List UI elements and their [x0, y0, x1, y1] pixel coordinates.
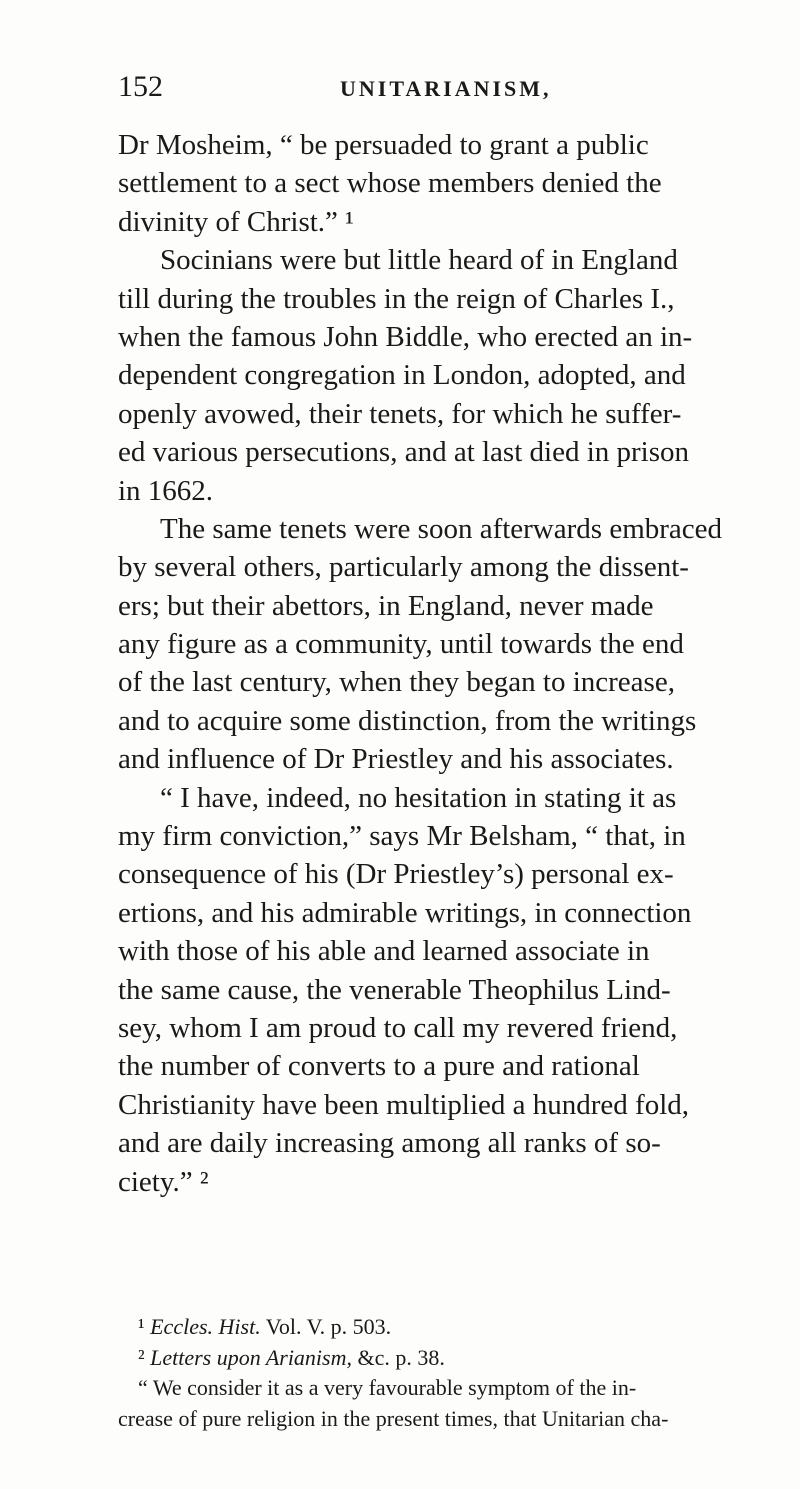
text-line: and to acquire some distinction, from the writings: [118, 704, 697, 737]
text-line: the same cause, the venerable Theophilus Lind-: [118, 973, 671, 1006]
body-text: [118, 126, 790, 1201]
text-line: ertions, and his admirable writings, in connection: [118, 896, 692, 929]
text-line: the number of converts to a pure and rational: [118, 1050, 640, 1083]
text-line: by several others, particularly among the dissent-: [118, 551, 689, 584]
text-line: “ I have, indeed, no hesitation in stating it as: [160, 781, 677, 814]
text-line: when the famous John Biddle, who erected an in-: [118, 320, 693, 353]
footnote-title: Eccles. Hist.: [150, 1314, 261, 1339]
text-line: and are daily increasing among all ranks of so-: [118, 1127, 661, 1160]
text-line: settlement to a sect whose members denied the: [118, 167, 662, 200]
text-line: Dr Mosheim, “ be persuaded to grant a public: [118, 129, 649, 161]
text-line: any figure as a community, until towards the end: [118, 628, 684, 661]
footnote-text: &c. p. 38.: [352, 1344, 445, 1370]
text-line: Socinians were but little heard of in England: [160, 244, 678, 277]
text-line: ciety.” ²: [118, 1165, 209, 1198]
footnote-text: Vol. V. p. 503.: [260, 1314, 392, 1339]
footnote-title: Letters upon Arianism,: [150, 1344, 352, 1370]
running-head: UNITARIANISM,: [340, 76, 552, 101]
page-header: [118, 70, 758, 110]
footnote-3-line: “ We consider it as a very favourable symptom of the in-: [138, 1375, 637, 1400]
footnote-3-line: crease of pure religion in the present times, that Unitarian cha-: [118, 1405, 669, 1431]
footnote-2: [118, 1343, 790, 1374]
text-line: The same tenets were soon afterwards embraced: [160, 512, 723, 545]
footnotes: [118, 1312, 790, 1434]
footnote-marker: ²: [138, 1344, 145, 1370]
footnote-1: [118, 1312, 790, 1343]
text-line: my firm conviction,” says Mr Belsham, “ that, in: [118, 820, 686, 853]
text-line: in 1662.: [118, 474, 214, 507]
text-line: divinity of Christ.” ¹: [118, 205, 354, 238]
text-line: consequence of his (Dr Priestley’s) personal ex-: [118, 858, 674, 891]
page-number: 152: [118, 70, 163, 103]
text-line: openly avowed, their tenets, for which he suffer-: [118, 397, 682, 430]
text-line: ers; but their abettors, in England, never made: [118, 589, 654, 622]
text-line: sey, whom I am proud to call my revered friend,: [118, 1011, 678, 1044]
text-line: till during the troubles in the reign of Charles I.,: [118, 282, 675, 315]
footnote-marker: ¹: [138, 1314, 145, 1339]
text-line: and influence of Dr Priestley and his associates.: [118, 743, 674, 776]
text-line: with those of his able and learned associate in: [118, 935, 650, 968]
text-line: ed various persecutions, and at last died in prison: [118, 436, 690, 469]
text-line: of the last century, when they began to increase,: [118, 666, 675, 699]
text-line: dependent congregation in London, adopted, and: [118, 359, 686, 392]
text-line: Christianity have been multiplied a hundred fold,: [118, 1088, 690, 1121]
